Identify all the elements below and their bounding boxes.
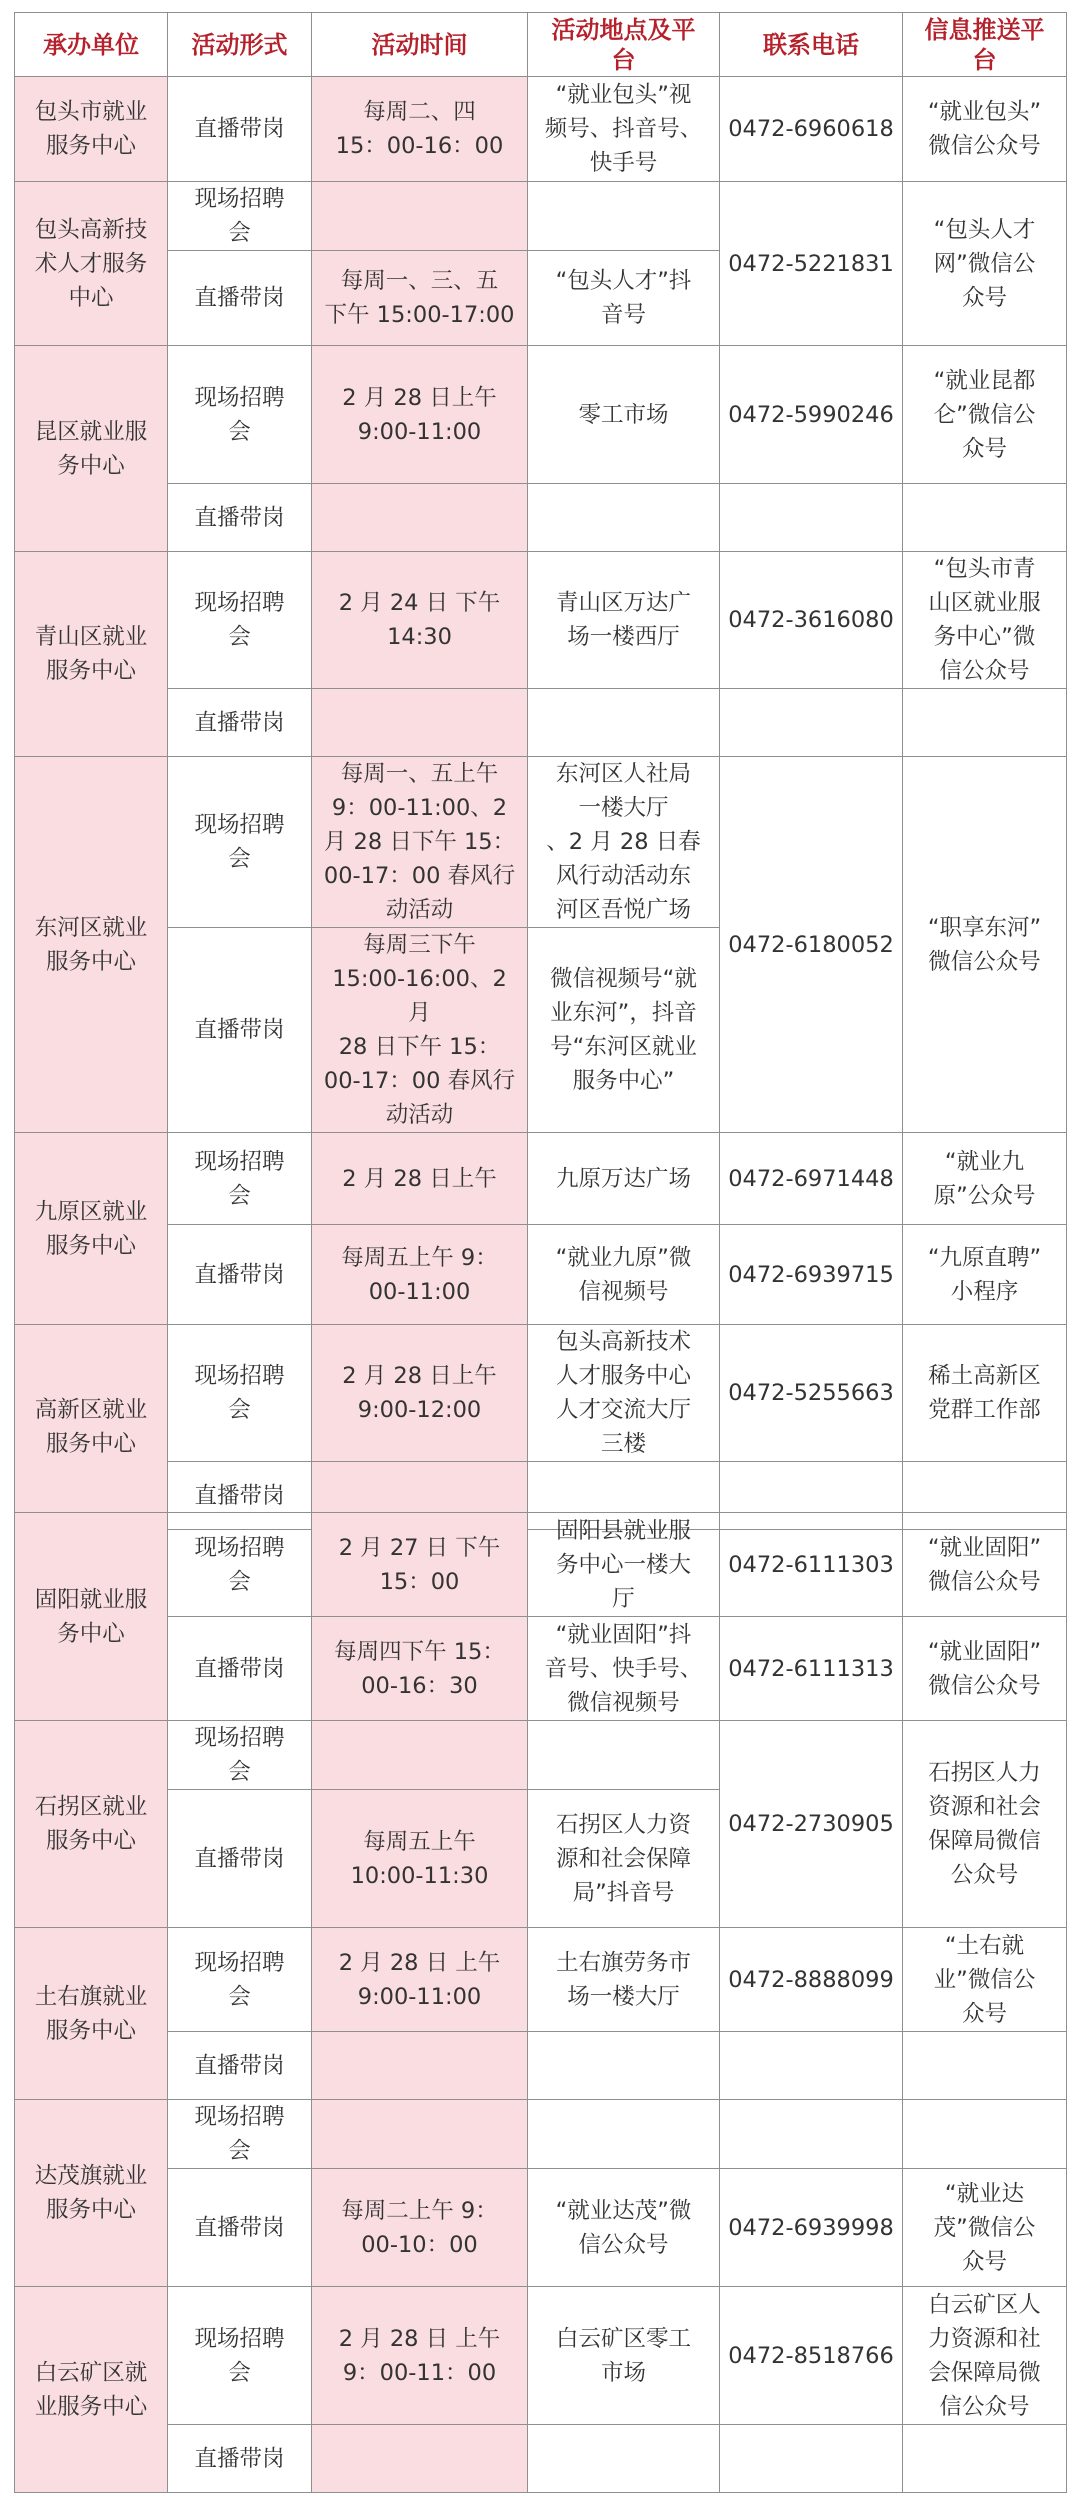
cell-unit: 昆区就业服 务中心 (15, 346, 168, 552)
cell-place (528, 182, 720, 251)
cell-form: 直播带岗 (168, 251, 312, 346)
cell-time: 2 月 27 日 下午 15：00 (312, 1513, 528, 1617)
cell-phone: 0472-8888099 (720, 1928, 903, 2032)
cell-push: “包头市青 山区就业服 务中心”微 信公众号 (903, 552, 1067, 689)
cell-time (312, 484, 528, 552)
header-push: 信息推送平 台 (903, 13, 1067, 77)
cell-form: 直播带岗 (168, 1225, 312, 1325)
table-row (15, 1928, 1067, 2032)
cell-push: “职享东河” 微信公众号 (903, 757, 1067, 1133)
cell-unit: 东河区就业 服务中心 (15, 757, 168, 1133)
cell-place: 石拐区人力资 源和社会保障 局”抖音号 (528, 1790, 720, 1928)
cell-form: 直播带岗 (168, 1617, 312, 1721)
cell-phone: 0472-5255663 (720, 1325, 903, 1462)
cell-form: 直播带岗 (168, 77, 312, 182)
cell-form: 现场招聘 会 (168, 2287, 312, 2425)
cell-place: 固阳县就业服 务中心一楼大 厅 (528, 1513, 720, 1617)
cell-form: 现场招聘 会 (168, 1928, 312, 2032)
cell-place: 零工市场 (528, 346, 720, 484)
cell-place (528, 1721, 720, 1790)
cell-time (312, 2032, 528, 2100)
cell-push: “就业达 茂”微信公 众号 (903, 2169, 1067, 2287)
cell-form: 现场招聘 会 (168, 2100, 312, 2169)
cell-place: 九原万达广场 (528, 1133, 720, 1225)
cell-form: 现场招聘 会 (168, 552, 312, 689)
cell-push (903, 2425, 1067, 2493)
table-row (15, 484, 1067, 552)
cell-time (312, 2425, 528, 2493)
cell-form: 现场招聘 会 (168, 346, 312, 484)
cell-form: 现场招聘 会 (168, 1133, 312, 1225)
cell-push: “就业昆都 仑”微信公 众号 (903, 346, 1067, 484)
cell-unit: 达茂旗就业 服务中心 (15, 2100, 168, 2287)
schedule-table-1 (14, 12, 1067, 1530)
cell-time: 每周一、五上午 9：00-11:00、2 月 28 日下午 15： 00-17：00 春风行 动活动 (312, 757, 528, 928)
cell-time: 2 月 28 日上午 (312, 1133, 528, 1225)
cell-unit: 土右旗就业 服务中心 (15, 1928, 168, 2100)
cell-phone: 0472-6111313 (720, 1617, 903, 1721)
cell-time: 每周五上午 10:00-11:30 (312, 1790, 528, 1928)
cell-unit: 白云矿区就 业服务中心 (15, 2287, 168, 2493)
cell-push (903, 2032, 1067, 2100)
cell-time: 每周一、三、五 下午 15:00-17:00 (312, 251, 528, 346)
cell-place: “就业九原”微 信视频号 (528, 1225, 720, 1325)
cell-unit: 固阳就业服 务中心 (15, 1513, 168, 1721)
cell-phone (720, 2100, 903, 2169)
cell-phone: 0472-6180052 (720, 757, 903, 1133)
cell-push (903, 2100, 1067, 2169)
cell-push: “就业固阳” 微信公众号 (903, 1513, 1067, 1617)
table-row (15, 2100, 1067, 2169)
table-row (15, 1513, 1067, 1617)
table-row (15, 1225, 1067, 1325)
cell-phone: 0472-6939715 (720, 1225, 903, 1325)
cell-push: “土右就 业”微信公 众号 (903, 1928, 1067, 2032)
header-place: 活动地点及平 台 (528, 13, 720, 77)
cell-place: “就业固阳”抖 音号、快手号、 微信视频号 (528, 1617, 720, 1721)
cell-unit: 高新区就业 服务中心 (15, 1325, 168, 1530)
cell-form: 现场招聘 会 (168, 1513, 312, 1617)
cell-phone: 0472-3616080 (720, 552, 903, 689)
header-form: 活动形式 (168, 13, 312, 77)
cell-push: “就业九 原”公众号 (903, 1133, 1067, 1225)
table-row (15, 1325, 1067, 1462)
cell-phone: 0472-5990246 (720, 346, 903, 484)
cell-place (528, 689, 720, 757)
cell-unit: 包头高新技 术人才服务 中心 (15, 182, 168, 346)
cell-place (528, 484, 720, 552)
cell-phone (720, 2425, 903, 2493)
cell-time: 每周四下午 15： 00-16：30 (312, 1617, 528, 1721)
cell-form: 现场招聘 会 (168, 1325, 312, 1462)
cell-time: 2 月 28 日上午 9:00-11:00 (312, 346, 528, 484)
cell-phone: 0472-6971448 (720, 1133, 903, 1225)
cell-unit: 石拐区就业 服务中心 (15, 1721, 168, 1928)
cell-phone: 0472-6111303 (720, 1513, 903, 1617)
cell-phone: 0472-8518766 (720, 2287, 903, 2425)
cell-place (528, 2100, 720, 2169)
cell-push (903, 484, 1067, 552)
cell-time: 每周二、四 15：00-16：00 (312, 77, 528, 182)
cell-push: 石拐区人力 资源和社会 保障局微信 公众号 (903, 1721, 1067, 1928)
cell-form: 直播带岗 (168, 1790, 312, 1928)
cell-place: “就业达茂”微 信公众号 (528, 2169, 720, 2287)
cell-place: 微信视频号“就 业东河”，抖音 号“东河区就业 服务中心” (528, 928, 720, 1133)
cell-unit: 青山区就业 服务中心 (15, 552, 168, 757)
cell-phone: 0472-5221831 (720, 182, 903, 346)
header-unit: 承办单位 (15, 13, 168, 77)
table-row (15, 346, 1067, 484)
table-row (15, 757, 1067, 928)
header-row (15, 13, 1067, 77)
table-row (15, 689, 1067, 757)
cell-phone (720, 2032, 903, 2100)
cell-form: 直播带岗 (168, 689, 312, 757)
cell-time (312, 2100, 528, 2169)
cell-form: 直播带岗 (168, 2425, 312, 2493)
table-row (15, 2425, 1067, 2493)
schedule-table-2 (14, 1512, 1067, 2493)
cell-time: 每周三下午 15:00-16:00、2 月 28 日下午 15： 00-17：00 春风行 动活动 (312, 928, 528, 1133)
cell-time: 2 月 28 日上午 9:00-12:00 (312, 1325, 528, 1462)
table-row (15, 182, 1067, 251)
cell-push: “九原直聘” 小程序 (903, 1225, 1067, 1325)
cell-time (312, 689, 528, 757)
table-row (15, 1721, 1067, 1790)
cell-place: 青山区万达广 场一楼西厅 (528, 552, 720, 689)
cell-push: 白云矿区人 力资源和社 会保障局微 信公众号 (903, 2287, 1067, 2425)
cell-place: “包头人才”抖 音号 (528, 251, 720, 346)
table-row (15, 1617, 1067, 1721)
cell-phone (720, 689, 903, 757)
cell-place: “就业包头”视 频号、抖音号、 快手号 (528, 77, 720, 182)
cell-place: 东河区人社局 一楼大厅 、2 月 28 日春 风行动活动东 河区吾悦广场 (528, 757, 720, 928)
table-row (15, 77, 1067, 182)
cell-time (312, 1721, 528, 1790)
cell-unit: 包头市就业 服务中心 (15, 77, 168, 182)
cell-phone: 0472-6939998 (720, 2169, 903, 2287)
cell-time (312, 182, 528, 251)
cell-form: 直播带岗 (168, 2032, 312, 2100)
cell-time: 2 月 28 日 上午 9：00-11：00 (312, 2287, 528, 2425)
header-phone: 联系电话 (720, 13, 903, 77)
cell-place: 白云矿区零工 市场 (528, 2287, 720, 2425)
table-row (15, 552, 1067, 689)
cell-place: 包头高新技术 人才服务中心 人才交流大厅 三楼 (528, 1325, 720, 1462)
cell-place (528, 2425, 720, 2493)
cell-form: 直播带岗 (168, 928, 312, 1133)
cell-push: 稀土高新区 党群工作部 (903, 1325, 1067, 1462)
cell-time: 2 月 28 日 上午 9:00-11:00 (312, 1928, 528, 2032)
cell-place: 土右旗劳务市 场一楼大厅 (528, 1928, 720, 2032)
cell-form: 现场招聘 会 (168, 182, 312, 251)
cell-phone: 0472-2730905 (720, 1721, 903, 1928)
cell-form: 直播带岗 (168, 484, 312, 552)
cell-form: 现场招聘 会 (168, 1721, 312, 1790)
cell-form: 直播带岗 (168, 2169, 312, 2287)
cell-place (528, 2032, 720, 2100)
cell-time: 2 月 24 日 下午 14:30 (312, 552, 528, 689)
table-row (15, 2287, 1067, 2425)
cell-push: “就业固阳” 微信公众号 (903, 1617, 1067, 1721)
cell-form: 现场招聘 会 (168, 757, 312, 928)
cell-push (903, 689, 1067, 757)
cell-unit: 九原区就业 服务中心 (15, 1133, 168, 1325)
cell-form: 直播带岗 (168, 1462, 312, 1530)
cell-phone (720, 484, 903, 552)
table-row (15, 2169, 1067, 2287)
cell-phone: 0472-6960618 (720, 77, 903, 182)
header-time: 活动时间 (312, 13, 528, 77)
table-row (15, 1133, 1067, 1225)
cell-push: “就业包头” 微信公众号 (903, 77, 1067, 182)
cell-time: 每周五上午 9： 00-11:00 (312, 1225, 528, 1325)
cell-push: “包头人才 网”微信公 众号 (903, 182, 1067, 346)
table-row (15, 2032, 1067, 2100)
cell-time: 每周二上午 9： 00-10：00 (312, 2169, 528, 2287)
